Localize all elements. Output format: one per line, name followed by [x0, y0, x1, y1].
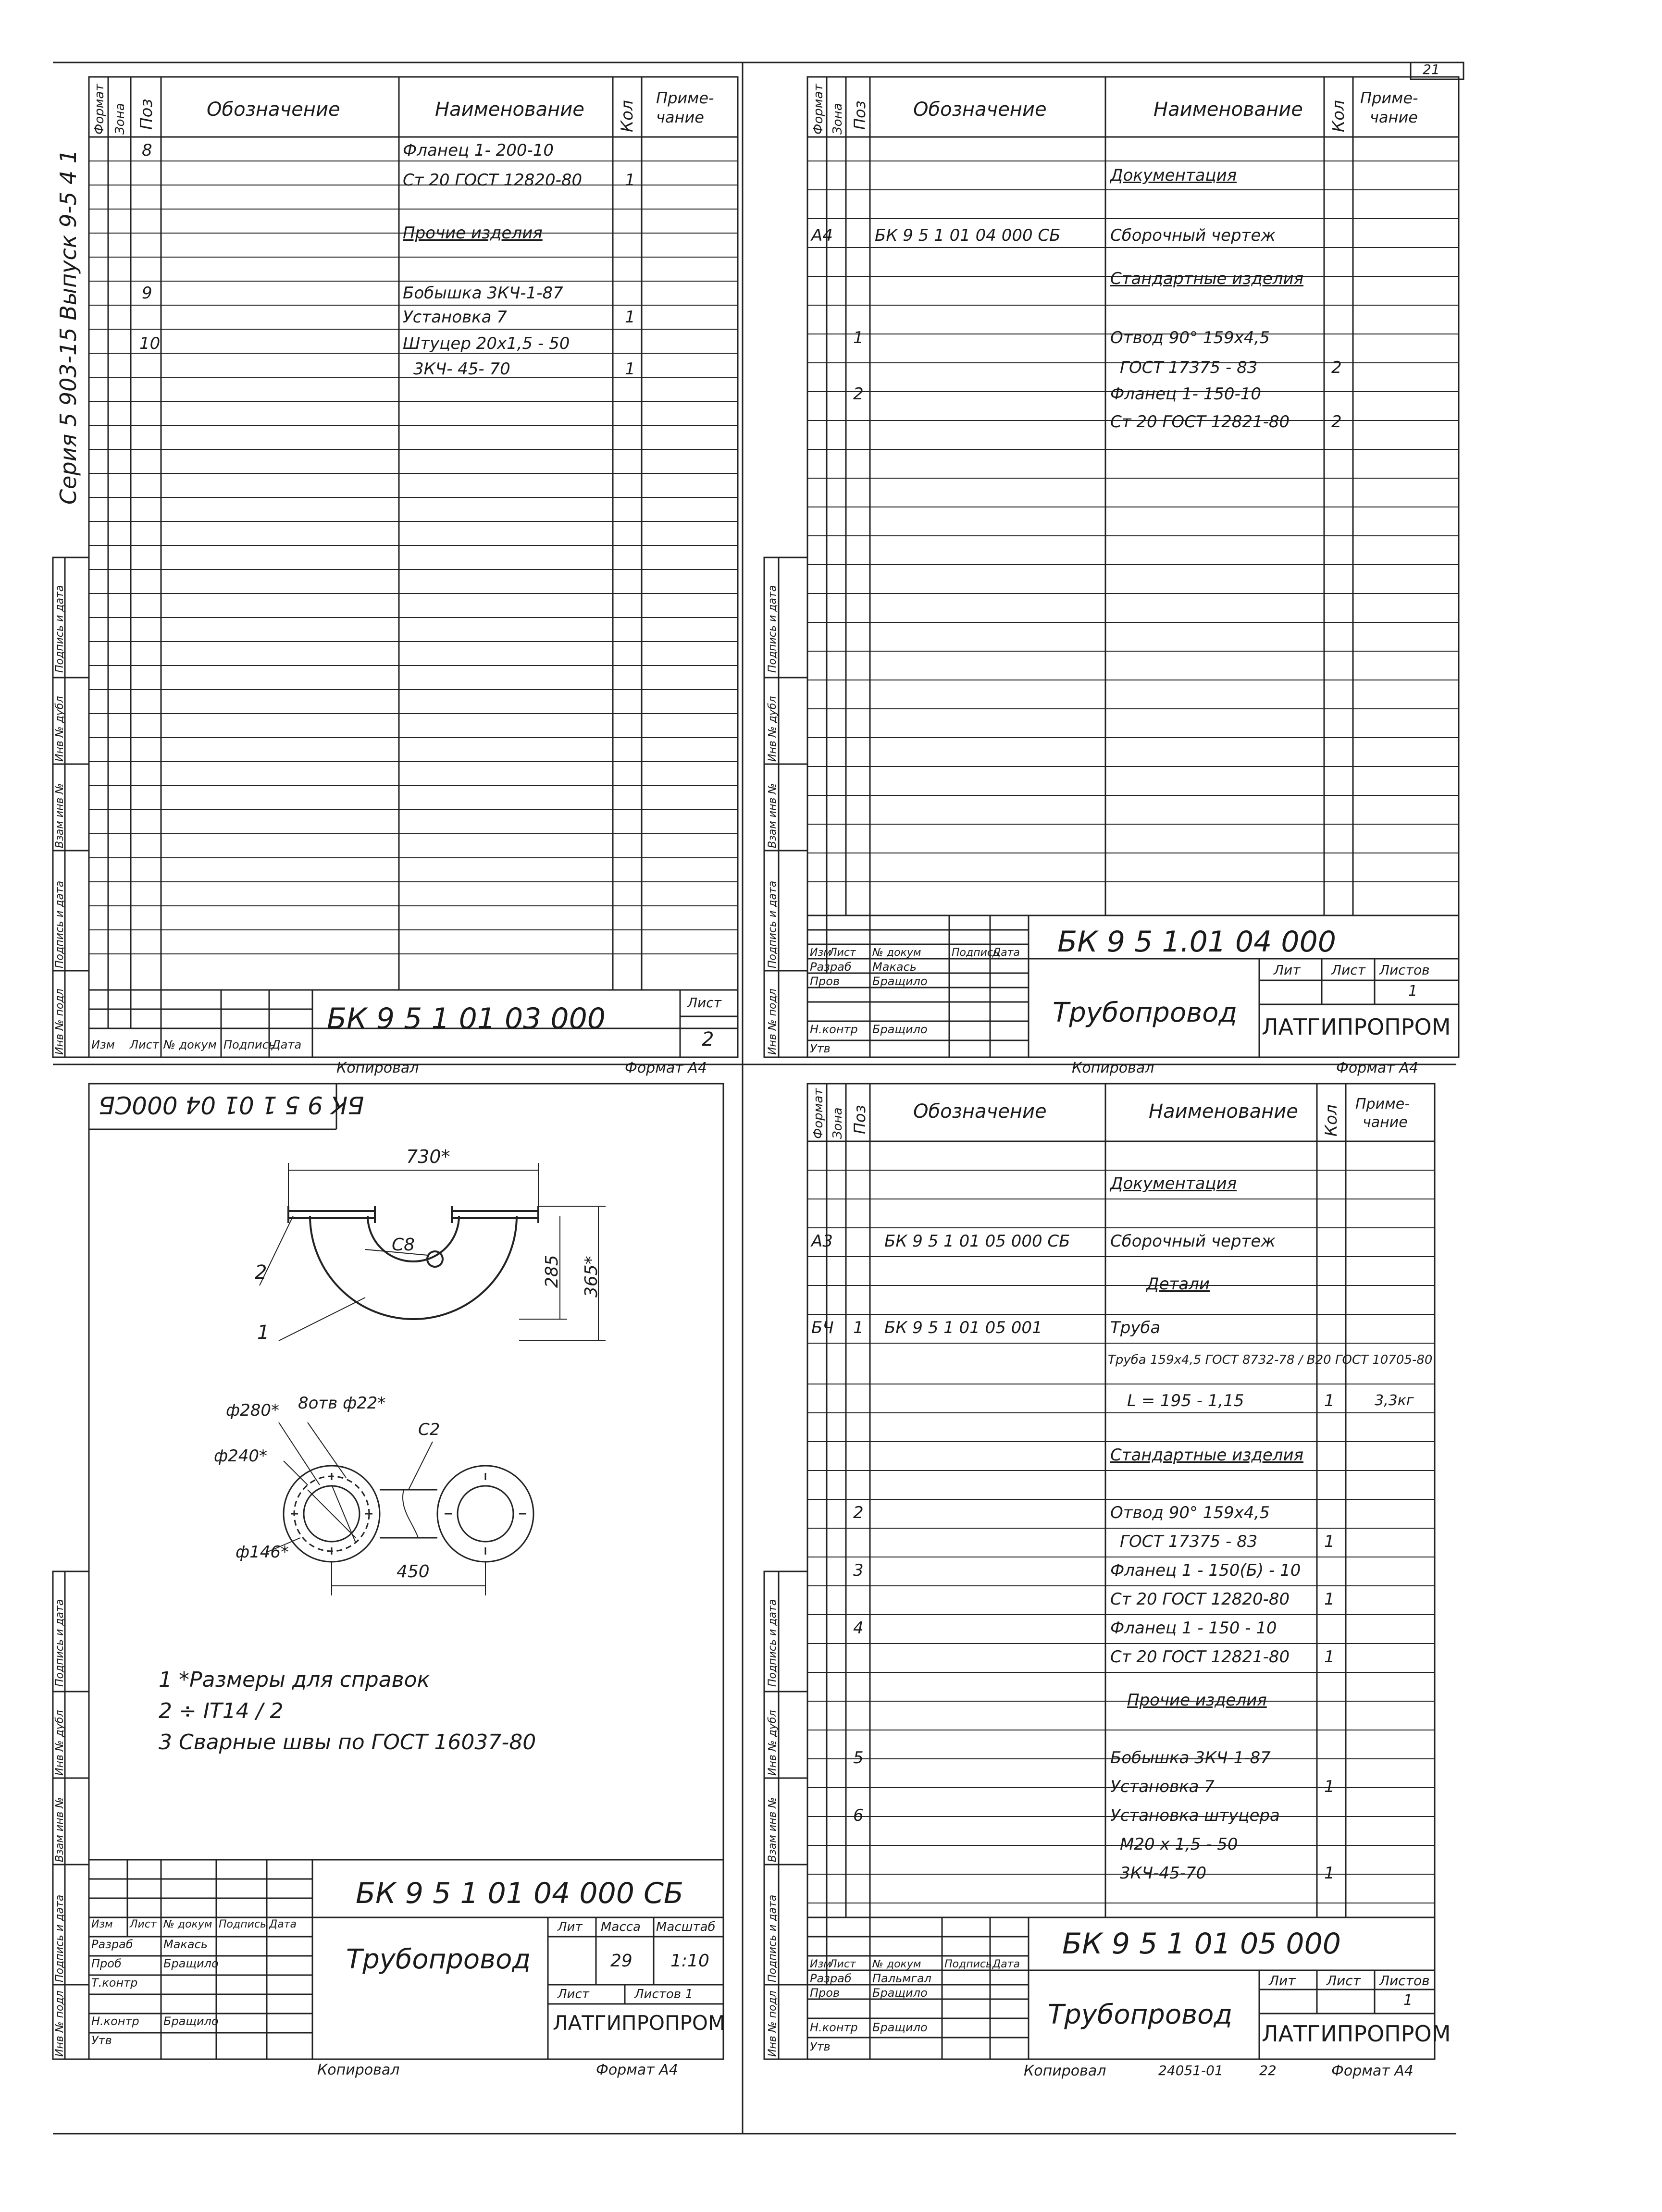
series-label: Серия 5 903-15 Выпуск 9-5 4 1: [55, 149, 81, 505]
br-row-3-pos: 1: [853, 1318, 864, 1337]
header-note-2: чание: [656, 108, 704, 126]
br-footer-right: Формат А4: [1331, 2063, 1414, 2079]
header-format: Формат: [92, 84, 107, 135]
bl-title-code: БК 9 5 1 01 04 000 СБ: [356, 1877, 684, 1910]
tl-row-0-name: Фланец 1- 200-10: [403, 141, 554, 160]
tr-row-5-name: Фланец 1- 150-10: [1110, 384, 1262, 404]
tr-lit: Лит: [1274, 962, 1301, 978]
dim-d146: ф146*: [236, 1543, 289, 1562]
tl-col-2: № докум: [163, 1038, 217, 1051]
br-row-12-name: Ст 20 ГОСТ 12821-80: [1110, 1647, 1290, 1667]
br-row-18-qty: 1: [1324, 1864, 1335, 1883]
tr-col-4: Дата: [992, 947, 1020, 959]
tl-stamp-0: Подпись и дата: [54, 585, 66, 673]
tr-role-2: Н.контр: [810, 1023, 858, 1036]
tr-col-0: Изм: [810, 947, 831, 959]
bl-role-3: Н.контр: [91, 2014, 139, 2028]
br-row-8-qty: 1: [1324, 1532, 1335, 1551]
br-name-1: Бращило: [872, 1986, 928, 2000]
br-row-10-qty: 1: [1324, 1590, 1335, 1609]
br-row-14-pos: 5: [853, 1748, 864, 1767]
bl-list: Лист: [558, 1987, 589, 2002]
tr-row-6-qty: 2: [1331, 412, 1342, 432]
tr-col-3: Подпись: [952, 947, 999, 959]
header-zone: Зона: [113, 103, 127, 135]
tl-title-code: БК 9 5 1 01 03 000: [327, 1002, 606, 1036]
header-qty: Кол: [618, 100, 637, 132]
tl-row-5-pos: 10: [139, 334, 161, 353]
tr-row-1-fmt: А4: [811, 226, 833, 245]
br-stamp-1: Инв № дубл: [767, 1710, 779, 1776]
tr-lists-value: 1: [1408, 983, 1418, 1000]
tr-header-qty: Кол: [1329, 100, 1348, 132]
tr-role-0: Разраб: [810, 960, 852, 974]
tl-sheet-number: 2: [702, 1028, 714, 1050]
br-col-3: Подпись: [944, 1958, 992, 1970]
tl-row-1-name: Ст 20 ГОСТ 12820-80: [403, 171, 583, 190]
tr-footer-right: Формат А4: [1336, 1060, 1418, 1076]
br-stamp-4: Инв № подл: [767, 1990, 779, 2057]
br-header-note-1: Приме-: [1355, 1096, 1410, 1112]
br-row-11-name: Фланец 1 - 150 - 10: [1110, 1619, 1277, 1638]
br-row-11-pos: 4: [853, 1619, 864, 1638]
br-lists-value: 1: [1403, 1992, 1413, 2009]
br-row-7-pos: 2: [853, 1503, 864, 1522]
tr-col-2: № докум: [872, 947, 921, 959]
tr-stamp-2: Взам инв №: [767, 783, 779, 848]
br-row-0-name: Документация: [1110, 1174, 1237, 1193]
bl-role-2: Т.контр: [91, 1976, 138, 1990]
br-col-2: № докум: [872, 1958, 921, 1970]
br-row-1-name: Сборочный чертеж: [1110, 1232, 1276, 1251]
tr-header-zone: Зона: [831, 103, 845, 135]
dim-holes: 8отв ф22*: [298, 1394, 386, 1413]
br-row-8-name: ГОСТ 17375 - 83: [1120, 1532, 1258, 1551]
tl-row-3-name: Бобышка 3КЧ-1-87: [403, 284, 563, 303]
tr-header-name: Наименование: [1153, 99, 1303, 121]
br-row-5-qty: 1: [1324, 1391, 1335, 1410]
tr-row-3-pos: 1: [853, 328, 864, 347]
tr-row-4-name: ГОСТ 17375 - 83: [1120, 358, 1258, 377]
br-row-5-note: 3,3кг: [1375, 1392, 1414, 1409]
label-c8: С8: [392, 1235, 415, 1255]
br-list: Лист: [1327, 1973, 1361, 1989]
bl-stamp-2: Взам инв №: [54, 1797, 66, 1862]
label-c2: С2: [418, 1420, 440, 1439]
br-footer-page: 22: [1259, 2063, 1277, 2078]
bl-col-3: Подпись: [219, 1918, 266, 1930]
tl-row-4-name: Установка 7: [403, 308, 507, 327]
page-number: 21: [1423, 62, 1440, 77]
br-row-10-name: Ст 20 ГОСТ 12820-80: [1110, 1590, 1290, 1609]
tr-header-note-2: чание: [1370, 108, 1418, 126]
bl-role-4: Утв: [91, 2034, 112, 2047]
dim-d280: ф280*: [226, 1401, 279, 1420]
note-1: 1 *Размеры для справок: [159, 1668, 430, 1692]
tr-org: ЛАТГИПРОПРОМ: [1262, 1014, 1451, 1040]
tl-row-4-qty: 1: [625, 308, 635, 327]
tl-sheet-label: Лист: [687, 995, 721, 1011]
bl-footer-right: Формат А4: [596, 2062, 678, 2078]
tr-row-6-name: Ст 20 ГОСТ 12821-80: [1110, 412, 1290, 432]
tr-footer-left: Копировал: [1072, 1060, 1154, 1076]
note-3: 3 Сварные швы по ГОСТ 16037-80: [159, 1730, 536, 1755]
tr-stamp-4: Инв № подл: [767, 989, 779, 1055]
tr-row-1-name: Сборочный чертеж: [1110, 226, 1276, 245]
br-header-pos: Поз: [851, 1105, 869, 1134]
br-col-1: Лист: [829, 1958, 856, 1970]
br-stamp-3: Подпись и дата: [767, 1894, 779, 1982]
br-role-3: Утв: [810, 2040, 831, 2053]
tl-row-2-name: Прочие изделия: [403, 223, 543, 243]
bl-role-0: Разраб: [91, 1938, 133, 1951]
tl-stamp-1: Инв № дубл: [54, 696, 66, 762]
dim-285: 285: [542, 1255, 562, 1288]
tr-header-note-1: Приме-: [1360, 89, 1418, 107]
tl-col-0: Изм: [91, 1038, 115, 1051]
br-row-15-qty: 1: [1324, 1777, 1335, 1796]
note-2: 2 ÷ IT14 / 2: [159, 1699, 284, 1723]
br-name-0: Пальмгал: [872, 1972, 931, 1985]
tr-row-2-name: Стандартные изделия: [1110, 269, 1304, 288]
br-row-1-fmt: А3: [811, 1232, 833, 1251]
br-stamp-2: Взам инв №: [767, 1797, 779, 1862]
tr-role-3: Утв: [810, 1042, 831, 1055]
tr-row-1-des: БК 9 5 1 01 04 000 СБ: [875, 226, 1061, 245]
tl-stamp-4: Инв № подл: [54, 989, 66, 1055]
tl-col-1: Лист: [130, 1038, 159, 1051]
bl-scale: Масштаб: [656, 1920, 716, 1934]
bl-mass-value: 29: [610, 1951, 633, 1971]
bl-org: ЛАТГИПРОПРОМ: [553, 2011, 726, 2035]
tl-row-0-pos: 8: [142, 141, 152, 160]
ubend-top-view: [260, 1163, 606, 1341]
bl-mass: Масса: [601, 1920, 641, 1934]
br-role-1: Пров: [810, 1986, 840, 2000]
br-role-0: Разраб: [810, 1972, 852, 1985]
dim-450: 450: [397, 1562, 430, 1582]
br-row-5-name: L = 195 - 1,15: [1127, 1391, 1244, 1410]
tl-col-3: Подпись: [223, 1038, 275, 1051]
tr-header-designation: Обозначение: [913, 99, 1047, 121]
bl-footer-left: Копировал: [317, 2062, 400, 2078]
tr-name-2: Бращило: [872, 1023, 928, 1036]
br-row-2-name: Детали: [1146, 1274, 1210, 1294]
br-lists: Листов: [1379, 1973, 1430, 1989]
br-row-3-fmt: БЧ: [811, 1318, 834, 1337]
br-title: Трубопровод: [1048, 1999, 1233, 2030]
tl-row-6-qty: 1: [625, 359, 635, 379]
tl-stamp-3: Подпись и дата: [54, 880, 66, 968]
br-row-15-name: Установка 7: [1110, 1777, 1215, 1796]
br-org: ЛАТГИПРОПРОМ: [1262, 2021, 1451, 2047]
br-title-code: БК 9 5 1 01 05 000: [1062, 1927, 1341, 1961]
tl-col-4: Дата: [272, 1038, 302, 1051]
tl-stamp-2: Взам инв №: [54, 783, 66, 848]
bl-stamp-4: Инв № подл: [54, 1990, 66, 2057]
br-row-7-name: Отвод 90° 159х4,5: [1110, 1503, 1270, 1522]
tr-row-3-name: Отвод 90° 159х4,5: [1110, 328, 1270, 347]
br-footer-left: Копировал: [1024, 2063, 1106, 2079]
br-header-designation: Обозначение: [913, 1100, 1047, 1123]
tr-stamp-0: Подпись и дата: [767, 585, 779, 673]
bl-stamp-1: Инв № дубл: [54, 1710, 66, 1776]
tl-footer-right: Формат А4: [625, 1060, 707, 1076]
br-row-3-des: БК 9 5 1 01 05 001: [884, 1318, 1042, 1337]
bl-role-1: Проб: [91, 1957, 122, 1970]
tr-stamp-3: Подпись и дата: [767, 880, 779, 968]
br-header-note-2: чание: [1363, 1114, 1408, 1131]
tl-row-6-name: 3КЧ- 45- 70: [413, 359, 510, 379]
bl-col-4: Дата: [269, 1918, 297, 1930]
br-col-0: Изм: [810, 1958, 831, 1970]
br-col-4: Дата: [992, 1958, 1020, 1970]
leader-2-label: 2: [255, 1261, 267, 1284]
bl-lists: Листов 1: [634, 1987, 693, 2002]
br-row-17-name: М20 х 1,5 - 50: [1120, 1835, 1238, 1854]
bl-mirrored-code: БК 9 5 1 01 04 000СБ: [99, 1091, 364, 1119]
br-row-16-pos: 6: [853, 1806, 864, 1825]
bl-col-0: Изм: [91, 1918, 113, 1930]
bl-title: Трубопровод: [346, 1944, 531, 1975]
dim-365: 365*: [582, 1256, 601, 1298]
tr-name-1: Бращило: [872, 975, 928, 988]
tr-col-1: Лист: [829, 947, 856, 959]
br-row-1-des: БК 9 5 1 01 05 000 СБ: [884, 1232, 1070, 1251]
tr-title-code: БК 9 5 1.01 04 000: [1057, 925, 1336, 959]
br-role-2: Н.контр: [810, 2021, 858, 2034]
tr-row-5-pos: 2: [853, 384, 864, 404]
br-row-9-pos: 3: [853, 1561, 864, 1580]
br-footer-number: 24051-01: [1158, 2063, 1223, 2078]
bl-stamp-0: Подпись и дата: [54, 1599, 66, 1687]
header-name: Наименование: [435, 99, 584, 121]
tr-name-0: Макась: [872, 960, 917, 974]
header-pos: Поз: [137, 99, 156, 130]
bl-stamp-3: Подпись и дата: [54, 1894, 66, 1982]
leader-1-label: 1: [257, 1322, 270, 1344]
dim-d240: ф240*: [214, 1446, 267, 1466]
tr-row-4-qty: 2: [1331, 358, 1342, 377]
br-header-format: Формат: [811, 1088, 826, 1139]
bl-col-1: Лист: [130, 1918, 157, 1930]
bl-name-0: Макась: [163, 1938, 208, 1951]
br-lit: Лит: [1269, 1973, 1296, 1989]
tr-title: Трубопровод: [1053, 997, 1238, 1028]
br-row-14-name: Бобышка 3КЧ-1-87: [1110, 1748, 1271, 1767]
tr-lists: Листов: [1379, 962, 1430, 978]
br-stamp-0: Подпись и дата: [767, 1599, 779, 1687]
tl-row-3-pos: 9: [142, 284, 152, 303]
tr-stamp-1: Инв № дубл: [767, 696, 779, 762]
bl-name-1: Бращило: [163, 1957, 219, 1970]
br-row-12-qty: 1: [1324, 1647, 1335, 1667]
br-row-6-name: Стандартные изделия: [1110, 1446, 1304, 1465]
bl-col-2: № докум: [163, 1918, 212, 1930]
bl-scale-value: 1:10: [670, 1951, 709, 1971]
dim-730: 730*: [406, 1146, 450, 1167]
tr-header-format: Формат: [811, 84, 826, 135]
br-header-zone: Зона: [831, 1107, 845, 1139]
br-row-16-name: Установка штуцера: [1110, 1806, 1280, 1825]
tl-row-5-name: Штуцер 20х1,5 - 50: [403, 334, 570, 353]
br-row-13-name: Прочие изделия: [1127, 1691, 1267, 1710]
br-name-2: Бращило: [872, 2021, 928, 2034]
br-row-3-name: Труба: [1110, 1318, 1161, 1337]
tr-list: Лист: [1331, 962, 1365, 978]
tl-footer-left: Копировал: [336, 1060, 419, 1076]
br-header-name: Наименование: [1149, 1100, 1298, 1123]
header-note-1: Приме-: [656, 89, 714, 107]
header-designation: Обозначение: [207, 99, 340, 121]
br-row-9-name: Фланец 1 - 150(Б) - 10: [1110, 1561, 1301, 1580]
tr-role-1: Пров: [810, 975, 840, 988]
tr-row-0-name: Документация: [1110, 166, 1237, 185]
br-header-qty: Кол: [1322, 1104, 1341, 1137]
tl-row-1-qty: 1: [625, 171, 635, 190]
br-row-4-name: Труба 159х4,5 ГОСТ 8732-78 / В20 ГОСТ 10705-80: [1108, 1353, 1433, 1367]
bl-name-3: Бращило: [163, 2014, 219, 2028]
br-row-18-name: 3КЧ-45-70: [1120, 1864, 1207, 1883]
tr-header-pos: Поз: [851, 100, 869, 130]
bl-lit: Лит: [558, 1920, 583, 1934]
